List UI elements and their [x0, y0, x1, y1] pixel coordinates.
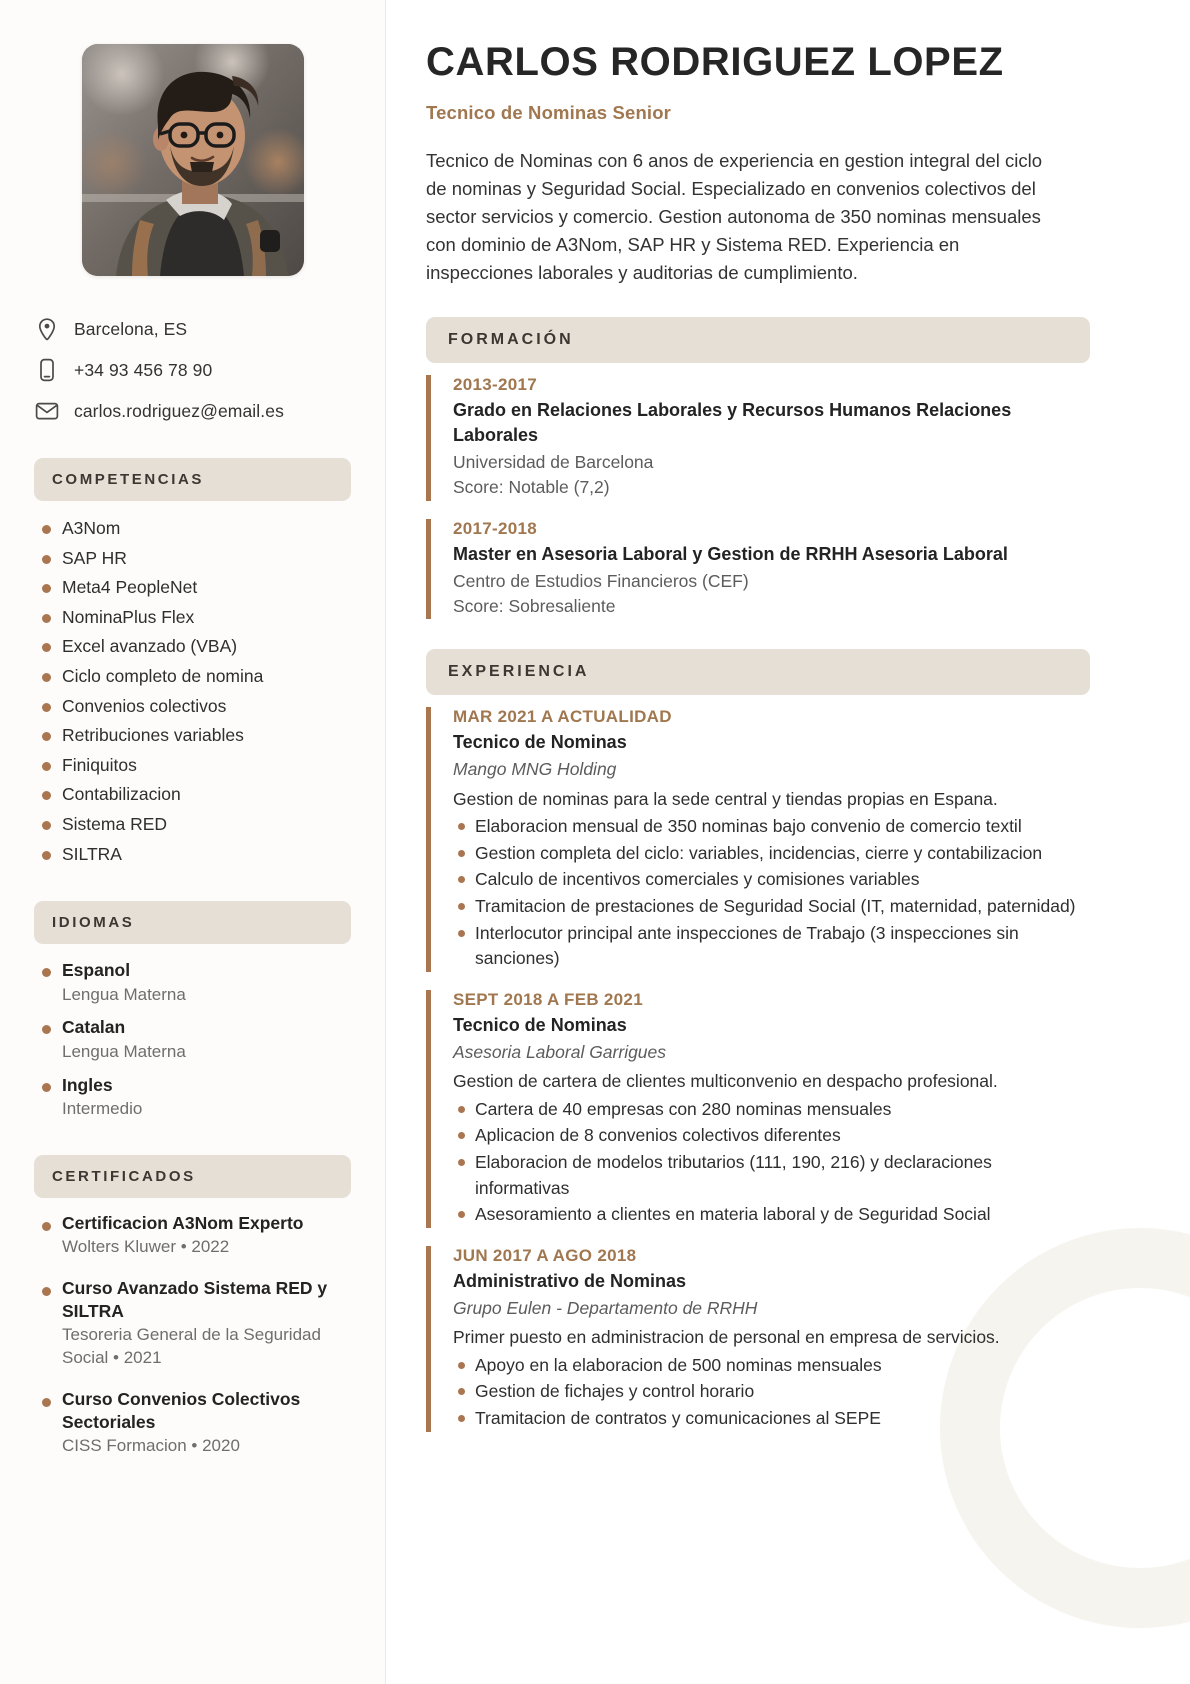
certificate-name: Curso Avanzado Sistema RED y SILTRA [62, 1277, 328, 1322]
language-name: Espanol [62, 960, 131, 981]
list-item: Calculo de incentivos comerciales y comisiones variables [453, 867, 1090, 893]
section-header-experiencia [426, 649, 1090, 695]
experience-description: Gestion de nominas para la sede central y tiendas propias en Espana. [453, 788, 998, 809]
education-entry [426, 519, 1090, 620]
experience-company: Asesoria Laboral Garrigues [453, 1041, 667, 1062]
list-item: Finiquitos [34, 752, 351, 779]
mobile-phone-icon [34, 357, 60, 383]
list-item: SILTRA [34, 841, 351, 868]
list-item: Asesoramiento a clientes en materia laboral y de Seguridad Social [453, 1202, 1090, 1228]
contact-phone [34, 357, 351, 383]
experience-description: Gestion de cartera de clientes multiconvenio en despacho profesional. [453, 1071, 998, 1092]
contact-location [34, 316, 351, 342]
section-header-idiomas [34, 901, 351, 944]
list-item: Interlocutor principal ante inspecciones de Trabajo (3 inspecciones sin sanciones) [453, 921, 1090, 972]
education-title: Grado en Relaciones Laborales y Recursos Humanos Relaciones Laborales [453, 400, 1012, 446]
page-title: CARLOS RODRIGUEZ LOPEZ [426, 40, 1004, 84]
language-level: Lengua Materna [62, 1041, 186, 1061]
education-score: Score: Notable (7,2) [453, 477, 610, 498]
language-level: Intermedio [62, 1099, 143, 1119]
competencias-list [34, 515, 351, 867]
list-item [34, 1277, 351, 1370]
experience-title: Administrativo de Nominas [453, 1271, 687, 1292]
list-item: Sistema RED [34, 811, 351, 838]
contact-phone-text: +34 93 456 78 90 [74, 359, 213, 380]
education-entry [426, 375, 1090, 500]
list-item: Elaboracion de modelos tributarios (111, 190, 216) y declaraciones informativas [453, 1150, 1090, 1201]
section-title-certificados: CERTIFICADOS [52, 1168, 196, 1186]
list-item: Convenios colectivos [34, 693, 351, 720]
certificate-meta: CISS Formacion • 2020 [62, 1436, 240, 1455]
contact-list [34, 316, 351, 424]
list-item: NominaPlus Flex [34, 604, 351, 631]
section-title-competencias: COMPETENCIAS [52, 471, 205, 488]
list-item [34, 1212, 351, 1259]
list-item: A3Nom [34, 515, 351, 542]
section-header-competencias [34, 458, 351, 501]
contact-email-text: carlos.rodriguez@email.es [74, 400, 284, 421]
section-title-formacion: FORMACIÓN [448, 331, 574, 349]
list-item: Cartera de 40 empresas con 280 nominas mensuales [453, 1097, 1090, 1123]
contact-location-text: Barcelona, ES [74, 318, 188, 339]
certificate-meta: Wolters Kluwer • 2022 [62, 1236, 230, 1256]
language-name: Catalan [62, 1017, 126, 1038]
certificate-name: Curso Convenios Colectivos Sectoriales [62, 1388, 301, 1433]
contact-email [34, 398, 351, 424]
list-item: Tramitacion de contratos y comunicaciones al SEPE [453, 1406, 1090, 1432]
experience-entry [426, 990, 1090, 1228]
experience-title: Tecnico de Nominas [453, 1015, 627, 1036]
education-institution: Universidad de Barcelona [453, 452, 654, 472]
experience-company: Mango MNG Holding [453, 759, 617, 780]
envelope-icon [34, 398, 60, 424]
experience-entry [426, 1246, 1090, 1432]
job-role-subtitle: Tecnico de Nominas Senior [426, 101, 671, 123]
list-item: Gestion completa del ciclo: variables, incidencias, cierre y contabilizacion [453, 841, 1090, 867]
education-institution: Centro de Estudios Financieros (CEF) [453, 570, 749, 591]
list-item: Meta4 PeopleNet [34, 574, 351, 601]
main-content [386, 0, 1190, 1684]
experience-date: MAR 2021 A ACTUALIDAD [453, 707, 672, 727]
experience-title: Tecnico de Nominas [453, 732, 627, 753]
list-item: Excel avanzado (VBA) [34, 633, 351, 660]
list-item [34, 958, 351, 1006]
experience-bullets [453, 1353, 1090, 1432]
sidebar [0, 0, 386, 1684]
education-score: Score: Sobresaliente [453, 595, 616, 616]
language-name: Ingles [62, 1074, 113, 1095]
list-item: Ciclo completo de nomina [34, 663, 351, 690]
profile-photo [82, 44, 304, 276]
profile-summary: Tecnico de Nominas con 6 anos de experiencia en gestion integral del ciclo de nominas y Seguridad Social. Especializado en convenios colectivos del sector servicios y comercio. Gestion autonoma de 350 nominas mensuales con dominio de A3Nom, SAP HR y Sistema RED. Experiencia en inspecciones laborales y auditorias de cumplimiento. [426, 149, 1043, 284]
list-item [34, 1015, 351, 1063]
experience-bullets [453, 1097, 1090, 1229]
education-date: 2013-2017 [453, 375, 537, 395]
list-item: Apoyo en la elaboracion de 500 nominas mensuales [453, 1353, 1090, 1379]
experience-entry [426, 707, 1090, 972]
list-item: Tramitacion de prestaciones de Seguridad Social (IT, maternidad, paternidad) [453, 894, 1090, 920]
education-date: 2017-2018 [453, 518, 537, 538]
education-title: Master en Asesoria Laboral y Gestion de RRHH Asesoria Laboral [453, 543, 1008, 564]
language-level: Lengua Materna [62, 984, 186, 1004]
location-pin-icon [34, 316, 60, 342]
section-title-idiomas: IDIOMAS [52, 914, 135, 932]
certificados-list [34, 1212, 351, 1458]
list-item [34, 1073, 351, 1121]
list-item: Contabilizacion [34, 781, 351, 808]
section-title-experiencia: EXPERIENCIA [448, 663, 590, 681]
section-header-formacion [426, 317, 1090, 363]
experience-bullets [453, 814, 1090, 972]
list-item: SAP HR [34, 545, 351, 572]
experience-description: Primer puesto en administracion de personal en empresa de servicios. [453, 1327, 1000, 1348]
list-item [34, 1388, 351, 1458]
list-item: Elaboracion mensual de 350 nominas bajo convenio de comercio textil [453, 814, 1090, 840]
idiomas-list [34, 958, 351, 1121]
list-item: Retribuciones variables [34, 722, 351, 749]
section-header-certificados [34, 1155, 351, 1198]
list-item: Gestion de fichajes y control horario [453, 1379, 1090, 1405]
experience-date: JUN 2017 A AGO 2018 [453, 1246, 637, 1266]
certificate-name: Certificacion A3Nom Experto [62, 1213, 304, 1234]
experience-company: Grupo Eulen - Departamento de RRHH [453, 1297, 758, 1318]
experience-date: SEPT 2018 A FEB 2021 [453, 990, 643, 1010]
certificate-meta: Tesoreria General de la Seguridad Social • 2021 [62, 1324, 321, 1367]
list-item: Aplicacion de 8 convenios colectivos diferentes [453, 1123, 1090, 1149]
